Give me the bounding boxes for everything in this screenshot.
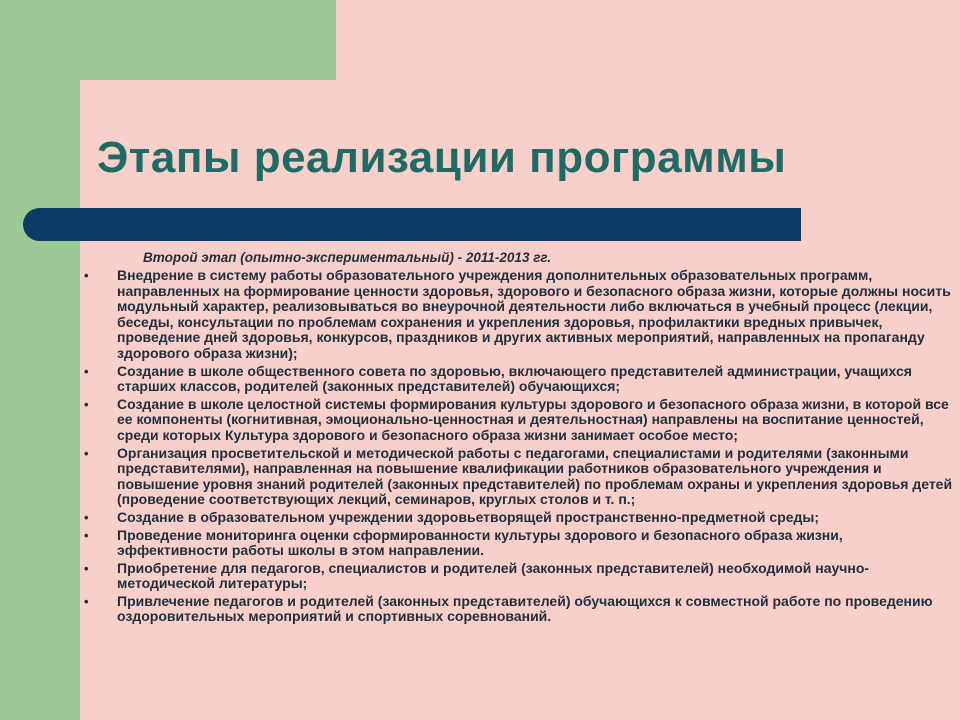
bullet-list — [82, 268, 954, 625]
top-green-block — [80, 0, 336, 80]
bullet-icon: • — [84, 593, 89, 609]
bullet-icon: • — [84, 509, 89, 525]
list-item — [82, 397, 954, 444]
list-item-text: Привлечение педагогов и родителей (законных представителей) обучающихся к совместной работе по проведению оздоровительных мероприятий и спортивных соревнований. — [117, 592, 933, 625]
list-item — [82, 510, 954, 526]
list-item-text: Приобретение для педагогов, специалистов и родителей (законных представителей) необходимой научно-методической литературы; — [117, 559, 870, 592]
slide-subtitle: Второй этап (опытно-экспериментальный) - 2011-2013 гг. — [143, 250, 552, 265]
list-item — [82, 561, 954, 592]
slide-content — [82, 250, 954, 627]
list-item-text: Проведение мониторинга оценки сформированности культуры здорового и безопасного образа жизни, эффективности работы школы в этом направлении. — [117, 526, 843, 559]
list-item-text: Создание в образовательном учреждении здоровьетворящей пространственно-предметной среды; — [117, 508, 820, 525]
list-item — [82, 528, 954, 559]
bullet-icon: • — [84, 445, 89, 461]
rounded-corner-decoration — [80, 80, 128, 128]
list-item — [82, 364, 954, 395]
list-item-text: Организация просветительской и методической работы с педагогами, специалистами и родителями (законными представителями), направленная на повышение квалификации работников образовательного учреждения и повышение уровня знаний родителей (законных представителей) по проблемам охраны и укрепления здоровья детей (проведение соответствующих лекций, семинаров, круглых столов и т. п.; — [117, 444, 953, 508]
bullet-icon: • — [84, 363, 89, 379]
list-item — [82, 268, 954, 362]
bullet-icon: • — [84, 527, 89, 543]
list-item — [82, 446, 954, 508]
list-item-text: Создание в школе общественного совета по здоровью, включающего представителей администрации, учащихся старших классов, родителей (законных представителей) обучающихся; — [117, 362, 912, 395]
left-green-bar — [0, 0, 80, 720]
list-item — [82, 594, 954, 625]
list-item-text: Создание в школе целостной системы формирования культуры здорового и безопасного образа жизни, в которой все ее компоненты (когнитивная, эмоционально-ценностная и деятельностная) направлены на воспитание ценностей, среди которых Культура здорового и безопасного образа жизни занимает особое место; — [117, 395, 949, 443]
slide-title: Этапы реализации программы — [97, 133, 787, 182]
bullet-icon: • — [84, 396, 89, 412]
title-divider-bar — [23, 208, 801, 241]
bullet-icon: • — [84, 560, 89, 576]
list-item-text: Внедрение в систему работы образовательного учреждения дополнительных образовательных программ, направленных на формирование ценности здоровья, здорового и безопасного образа жизни, которые должны носить модульный характер, реализовываться во внеурочной деятельности либо включаться в учебный процесс (лекции, беседы, консультации по проблемам сохранения и укрепления здоровья, профилактики вредных привычек, проведение дней здоровья, конкурсов, праздников и других активных мероприятий, направленных на пропаганду здорового образа жизни); — [117, 267, 951, 361]
bullet-icon: • — [84, 268, 89, 283]
